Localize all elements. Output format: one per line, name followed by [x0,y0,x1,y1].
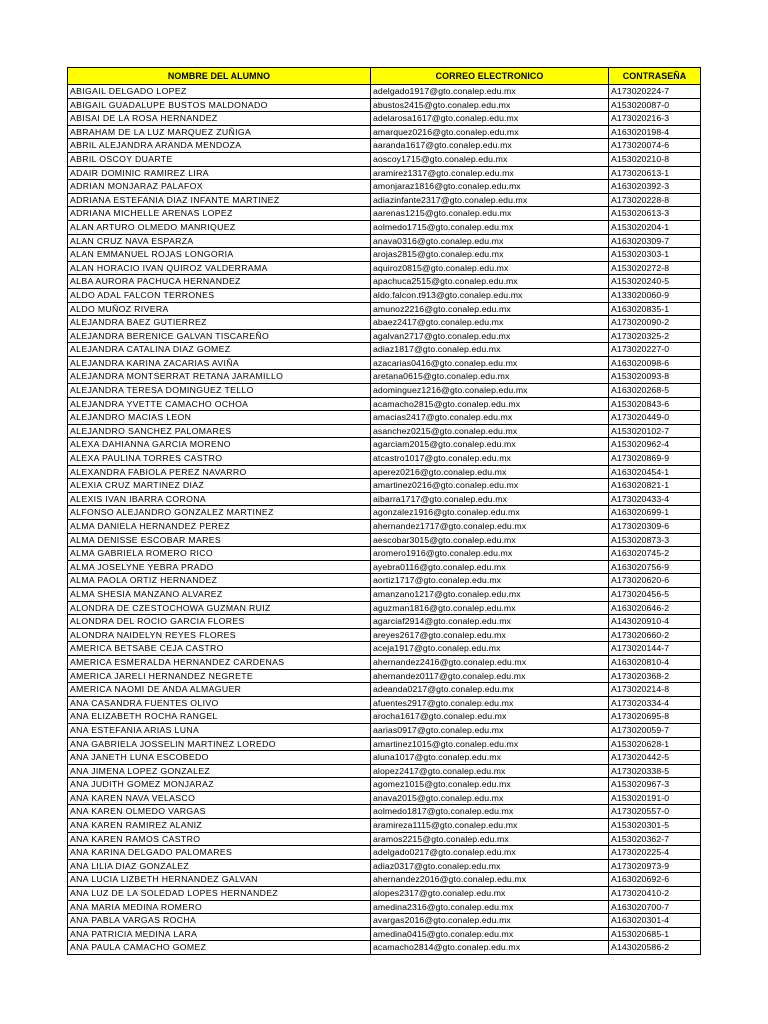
table-row [68,547,701,561]
table-row [68,533,701,547]
email-cell: aarias0917@gto.conalep.edu.mx [371,723,609,737]
email-cell: adiaz1817@gto.conalep.edu.mx [371,343,609,357]
email-cell: ayebra0116@gto.conalep.edu.mx [371,560,609,574]
table-row [68,370,701,384]
student-name-cell: ANA KAREN RAMOS CASTRO [68,832,371,846]
password-cell: A173020869-9 [609,452,701,466]
student-name-cell: AMERICA JARELI HERNANDEZ NEGRETE [68,669,371,683]
password-cell: A173020144-7 [609,642,701,656]
student-name-cell: ADRIANA MICHELLE ARENAS LOPEZ [68,207,371,221]
password-cell: A163020392-3 [609,180,701,194]
student-credentials-table [67,67,701,955]
email-cell: ahernandez0117@gto.conalep.edu.mx [371,669,609,683]
table-row [68,411,701,425]
email-cell: adelgado0217@gto.conalep.edu.mx [371,846,609,860]
student-name-cell: ANA ELIZABETH ROCHA RANGEL [68,710,371,724]
email-cell: amedina2316@gto.conalep.edu.mx [371,900,609,914]
email-cell: aromero1916@gto.conalep.edu.mx [371,547,609,561]
table-row [68,152,701,166]
email-cell: adeanda0217@gto.conalep.edu.mx [371,683,609,697]
password-cell: A173020074-6 [609,139,701,153]
email-cell: amartinez0216@gto.conalep.edu.mx [371,479,609,493]
email-cell: agalvan2717@gto.conalep.edu.mx [371,329,609,343]
student-name-cell: ALEXA DAHIANNA GARCIA MORENO [68,438,371,452]
table-row [68,248,701,262]
email-cell: amartinez1015@gto.conalep.edu.mx [371,737,609,751]
table-row [68,601,701,615]
student-name-cell: ANA PABLA VARGAS ROCHA [68,914,371,928]
student-name-cell: ANA PATRICIA MEDINA LARA [68,927,371,941]
table-row [68,397,701,411]
email-cell: aibarra1717@gto.conalep.edu.mx [371,492,609,506]
email-cell: aolmedo1715@gto.conalep.edu.mx [371,220,609,234]
email-cell: amanzano1217@gto.conalep.edu.mx [371,587,609,601]
student-name-cell: ALAN HORACIO IVAN QUIROZ VALDERRAMA [68,261,371,275]
student-name-cell: ALMA DENISSE ESCOBAR MARES [68,533,371,547]
student-name-cell: ALEJANDRO MACIAS LEON [68,411,371,425]
table-row [68,424,701,438]
table-row [68,710,701,724]
student-name-cell: ABIGAIL GUADALUPE BUSTOS MALDONADO [68,98,371,112]
password-cell: A133020060-9 [609,288,701,302]
email-cell: amunoz2216@gto.conalep.edu.mx [371,302,609,316]
email-cell: adelarosa1617@gto.conalep.edu.mx [371,112,609,126]
student-name-cell: AMERICA NAOMI DE ANDA ALMAGUER [68,683,371,697]
password-cell: A153020204-1 [609,220,701,234]
student-name-cell: ADRIANA ESTEFANIA DIAZ INFANTE MARTINEZ [68,193,371,207]
email-cell: afuentes2917@gto.conalep.edu.mx [371,696,609,710]
email-cell: aaranda1617@gto.conalep.edu.mx [371,139,609,153]
student-name-cell: ADRIAN MONJARAZ PALAFOX [68,180,371,194]
table-row [68,166,701,180]
password-cell: A153020843-6 [609,397,701,411]
table-row [68,288,701,302]
password-cell: A163020700-7 [609,900,701,914]
email-cell: areyes2617@gto.conalep.edu.mx [371,628,609,642]
password-cell: A163020745-2 [609,547,701,561]
password-cell: A173020368-2 [609,669,701,683]
password-cell: A173020225-4 [609,846,701,860]
table-row [68,85,701,99]
password-cell: A153020102-7 [609,424,701,438]
header-password: CONTRASEÑA [609,68,701,85]
email-cell: alopes2317@gto.conalep.edu.mx [371,887,609,901]
password-cell: A163020098-6 [609,356,701,370]
password-cell: A163020198-4 [609,125,701,139]
table-row [68,805,701,819]
email-cell: amarquez0216@gto.conalep.edu.mx [371,125,609,139]
table-row [68,764,701,778]
password-cell: A173020613-1 [609,166,701,180]
table-row [68,112,701,126]
email-cell: apachuca2515@gto.conalep.edu.mx [371,275,609,289]
student-name-cell: ANA CASANDRA FUENTES OLIVO [68,696,371,710]
email-cell: aescobar3015@gto.conalep.edu.mx [371,533,609,547]
email-cell: agonzalez1916@gto.conalep.edu.mx [371,506,609,520]
password-cell: A163020301-4 [609,914,701,928]
table-row [68,125,701,139]
student-name-cell: ALEXIA CRUZ MARTINEZ DIAZ [68,479,371,493]
password-cell: A153020240-5 [609,275,701,289]
email-cell: aperez0216@gto.conalep.edu.mx [371,465,609,479]
email-cell: aramos2215@gto.conalep.edu.mx [371,832,609,846]
table-row [68,927,701,941]
student-name-cell: ANA LUZ DE LA SOLEDAD LOPES HERNANDEZ [68,887,371,901]
email-cell: adiaz0317@gto.conalep.edu.mx [371,859,609,873]
student-name-cell: ANA KARINA DELGADO PALOMARES [68,846,371,860]
table-row [68,329,701,343]
student-name-cell: ALMA GABRIELA ROMERO RICO [68,547,371,561]
student-name-cell: ALBA AURORA PACHUCA HERNANDEZ [68,275,371,289]
password-cell: A143020910-4 [609,615,701,629]
table-row [68,98,701,112]
table-row [68,696,701,710]
email-cell: aramireza1115@gto.conalep.edu.mx [371,819,609,833]
table-row [68,302,701,316]
email-cell: acamacho2815@gto.conalep.edu.mx [371,397,609,411]
email-cell: anava2015@gto.conalep.edu.mx [371,791,609,805]
email-cell: aarenas1215@gto.conalep.edu.mx [371,207,609,221]
student-name-cell: ALEXA PAULINA TORRES CASTRO [68,452,371,466]
email-cell: amonjaraz1816@gto.conalep.edu.mx [371,180,609,194]
table-row [68,520,701,534]
password-cell: A153020087-0 [609,98,701,112]
student-name-cell: ALONDRA DEL ROCIO GARCIA FLORES [68,615,371,629]
password-cell: A173020620-6 [609,574,701,588]
password-cell: A153020191-0 [609,791,701,805]
password-cell: A153020628-1 [609,737,701,751]
student-name-cell: ANA LUCIA LIZBETH HERNANDEZ GALVAN [68,873,371,887]
password-cell: A153020685-1 [609,927,701,941]
email-cell: anava0316@gto.conalep.edu.mx [371,234,609,248]
table-row [68,234,701,248]
password-cell: A153020613-3 [609,207,701,221]
student-name-cell: ALAN EMMANUEL ROJAS LONGORIA [68,248,371,262]
student-name-cell: ANA JANETH LUNA ESCOBEDO [68,751,371,765]
email-cell: adelgado1917@gto.conalep.edu.mx [371,85,609,99]
password-cell: A153020303-1 [609,248,701,262]
password-cell: A173020433-4 [609,492,701,506]
password-cell: A153020967-3 [609,778,701,792]
email-cell: aceja1917@gto.conalep.edu.mx [371,642,609,656]
email-cell: aoscoy1715@gto.conalep.edu.mx [371,152,609,166]
student-name-cell: AMERICA BETSABE CEJA CASTRO [68,642,371,656]
table-row [68,737,701,751]
password-cell: A153020093-8 [609,370,701,384]
password-cell: A173020338-5 [609,764,701,778]
student-name-cell: ALMA PAOLA ORTIZ HERNANDEZ [68,574,371,588]
email-cell: agarciam2015@gto.conalep.edu.mx [371,438,609,452]
email-cell: atcastro1017@gto.conalep.edu.mx [371,452,609,466]
email-cell: amedina0415@gto.conalep.edu.mx [371,927,609,941]
student-name-cell: ALMA JOSELYNE YEBRA PRADO [68,560,371,574]
student-name-cell: ABIGAIL DELGADO LOPEZ [68,85,371,99]
password-cell: A173020660-2 [609,628,701,642]
email-cell: aldo.falcon.t913@gto.conalep.edu.mx [371,288,609,302]
student-name-cell: ANA JUDITH GOMEZ MONJARAZ [68,778,371,792]
table-row [68,139,701,153]
password-cell: A173020449-0 [609,411,701,425]
student-name-cell: ANA JIMENA LOPEZ GONZALEZ [68,764,371,778]
table-row [68,207,701,221]
table-row [68,180,701,194]
email-cell: ahernandez2416@gto.conalep.edu.mx [371,655,609,669]
student-name-cell: ALDO ADAL FALCON TERRONES [68,288,371,302]
table-row [68,438,701,452]
table-row [68,669,701,683]
password-cell: A173020059-7 [609,723,701,737]
password-cell: A173020214-8 [609,683,701,697]
password-cell: A173020228-8 [609,193,701,207]
table-row [68,465,701,479]
password-cell: A163020699-1 [609,506,701,520]
password-cell: A143020586-2 [609,941,701,955]
table-row [68,479,701,493]
table-row [68,846,701,860]
student-name-cell: ANA LILIA DIAZ GONZALEZ [68,859,371,873]
password-cell: A153020301-5 [609,819,701,833]
email-cell: abaez2417@gto.conalep.edu.mx [371,316,609,330]
student-name-cell: ALEJANDRA TERESA DOMINGUEZ TELLO [68,384,371,398]
header-email: CORREO ELECTRONICO [371,68,609,85]
table-row [68,914,701,928]
table-row [68,642,701,656]
student-name-cell: ABRIL OSCOY DUARTE [68,152,371,166]
student-name-cell: ALMA SHESIA MANZANO ALVAREZ [68,587,371,601]
table-row [68,261,701,275]
table-row [68,452,701,466]
student-name-cell: ADAIR DOMINIC RAMIREZ LIRA [68,166,371,180]
student-name-cell: ALONDRA DE CZESTOCHOWA GUZMAN RUIZ [68,601,371,615]
table-row [68,193,701,207]
password-cell: A153020362-7 [609,832,701,846]
student-name-cell: ALEJANDRA YVETTE CAMACHO OCHOA [68,397,371,411]
student-name-cell: ANA KAREN RAMIREZ ALANIZ [68,819,371,833]
password-cell: A153020272-8 [609,261,701,275]
student-name-cell: ALEJANDRA KARINA ZACARIAS AVIÑA [68,356,371,370]
header-student-name: NOMBRE DEL ALUMNO [68,68,371,85]
table-row [68,220,701,234]
password-cell: A163020810-4 [609,655,701,669]
email-cell: aguzman1816@gto.conalep.edu.mx [371,601,609,615]
password-cell: A163020646-2 [609,601,701,615]
student-name-cell: ALAN CRUZ NAVA ESPARZA [68,234,371,248]
student-name-cell: AMERICA ESMERALDA HERNANDEZ CARDENAS [68,655,371,669]
table-row [68,887,701,901]
email-cell: alopez2417@gto.conalep.edu.mx [371,764,609,778]
student-name-cell: ALONDRA NAIDELYN REYES FLORES [68,628,371,642]
email-cell: agarciaf2914@gto.conalep.edu.mx [371,615,609,629]
table-row [68,778,701,792]
email-cell: aretana0615@gto.conalep.edu.mx [371,370,609,384]
student-name-cell: ALEJANDRA BAEZ GUTIERREZ [68,316,371,330]
table-row [68,574,701,588]
password-cell: A153020962-4 [609,438,701,452]
password-cell: A163020692-6 [609,873,701,887]
email-cell: aluna1017@gto.conalep.edu.mx [371,751,609,765]
student-name-cell: ALEXANDRA FABIOLA PEREZ NAVARRO [68,465,371,479]
table-row [68,873,701,887]
student-name-cell: ALFONSO ALEJANDRO GONZALEZ MARTINEZ [68,506,371,520]
table-row [68,356,701,370]
password-cell: A163020309-7 [609,234,701,248]
password-cell: A163020756-9 [609,560,701,574]
table-row [68,683,701,697]
student-name-cell: ABRIL ALEJANDRA ARANDA MENDOZA [68,139,371,153]
table-row [68,492,701,506]
email-cell: azacarias0416@gto.conalep.edu.mx [371,356,609,370]
email-cell: abustos2415@gto.conalep.edu.mx [371,98,609,112]
email-cell: ahernandez1717@gto.conalep.edu.mx [371,520,609,534]
email-cell: ahernandez2016@gto.conalep.edu.mx [371,873,609,887]
student-name-cell: ALEJANDRO SANCHEZ PALOMARES [68,424,371,438]
table-row [68,819,701,833]
email-cell: asanchez0215@gto.conalep.edu.mx [371,424,609,438]
email-cell: aramirez1317@gto.conalep.edu.mx [371,166,609,180]
table-row [68,859,701,873]
password-cell: A173020442-5 [609,751,701,765]
student-name-cell: ANA ESTEFANIA ARIAS LUNA [68,723,371,737]
password-cell: A173020090-2 [609,316,701,330]
student-name-cell: ALAN ARTURO OLMEDO MANRIQUEZ [68,220,371,234]
student-name-cell: ALEJANDRA MONTSERRAT RETANA JARAMILLO [68,370,371,384]
header-row [68,68,701,85]
table-row [68,941,701,955]
table-row [68,628,701,642]
email-cell: adominguez1216@gto.conalep.edu.mx [371,384,609,398]
student-name-cell: ANA GABRIELA JOSSELIN MARTINEZ LOREDO [68,737,371,751]
email-cell: agomez1015@gto.conalep.edu.mx [371,778,609,792]
table-row [68,506,701,520]
table-row [68,615,701,629]
student-name-cell: ANA KAREN OLMEDO VARGAS [68,805,371,819]
email-cell: amacias2417@gto.conalep.edu.mx [371,411,609,425]
student-name-cell: ALEJANDRA BERENICE GALVAN TISCAREÑO [68,329,371,343]
password-cell: A173020325-2 [609,329,701,343]
table-row [68,655,701,669]
email-cell: aolmedo1817@gto.conalep.edu.mx [371,805,609,819]
email-cell: arocha1617@gto.conalep.edu.mx [371,710,609,724]
table-row [68,832,701,846]
password-cell: A173020334-4 [609,696,701,710]
password-cell: A163020454-1 [609,465,701,479]
email-cell: avargas2016@gto.conalep.edu.mx [371,914,609,928]
password-cell: A173020309-6 [609,520,701,534]
email-cell: acamacho2814@gto.conalep.edu.mx [371,941,609,955]
student-name-cell: ANA MARIA MEDINA ROMERO [68,900,371,914]
email-cell: aquiroz0815@gto.conalep.edu.mx [371,261,609,275]
student-name-cell: ABISAI DE LA ROSA HERNANDEZ [68,112,371,126]
password-cell: A173020557-0 [609,805,701,819]
password-cell: A173020224-7 [609,85,701,99]
student-name-cell: ALMA DANIELA HERNANDEZ PEREZ [68,520,371,534]
email-cell: adiazinfante2317@gto.conalep.edu.mx [371,193,609,207]
password-cell: A163020821-1 [609,479,701,493]
table-row [68,275,701,289]
student-name-cell: ALEXIS IVAN IBARRA CORONA [68,492,371,506]
password-cell: A153020210-8 [609,152,701,166]
table-row [68,723,701,737]
password-cell: A173020410-2 [609,887,701,901]
password-cell: A163020835-1 [609,302,701,316]
password-cell: A153020873-3 [609,533,701,547]
student-name-cell: ANA KAREN NAVA VELASCO [68,791,371,805]
password-cell: A163020268-5 [609,384,701,398]
password-cell: A173020456-5 [609,587,701,601]
table-row [68,587,701,601]
table-row [68,791,701,805]
password-cell: A173020973-9 [609,859,701,873]
student-name-cell: ABRAHAM DE LA LUZ MARQUEZ ZUÑIGA [68,125,371,139]
table-row [68,560,701,574]
table-row [68,343,701,357]
table-row [68,900,701,914]
student-name-cell: ALDO MUÑOZ RIVERA [68,302,371,316]
password-cell: A173020695-8 [609,710,701,724]
student-name-cell: ALEJANDRA CATALINA DIAZ GOMEZ [68,343,371,357]
table-row [68,384,701,398]
table-row [68,316,701,330]
email-cell: arojas2815@gto.conalep.edu.mx [371,248,609,262]
password-cell: A173020216-3 [609,112,701,126]
password-cell: A173020227-0 [609,343,701,357]
student-name-cell: ANA PAULA CAMACHO GOMEZ [68,941,371,955]
email-cell: aortiz1717@gto.conalep.edu.mx [371,574,609,588]
table-row [68,751,701,765]
